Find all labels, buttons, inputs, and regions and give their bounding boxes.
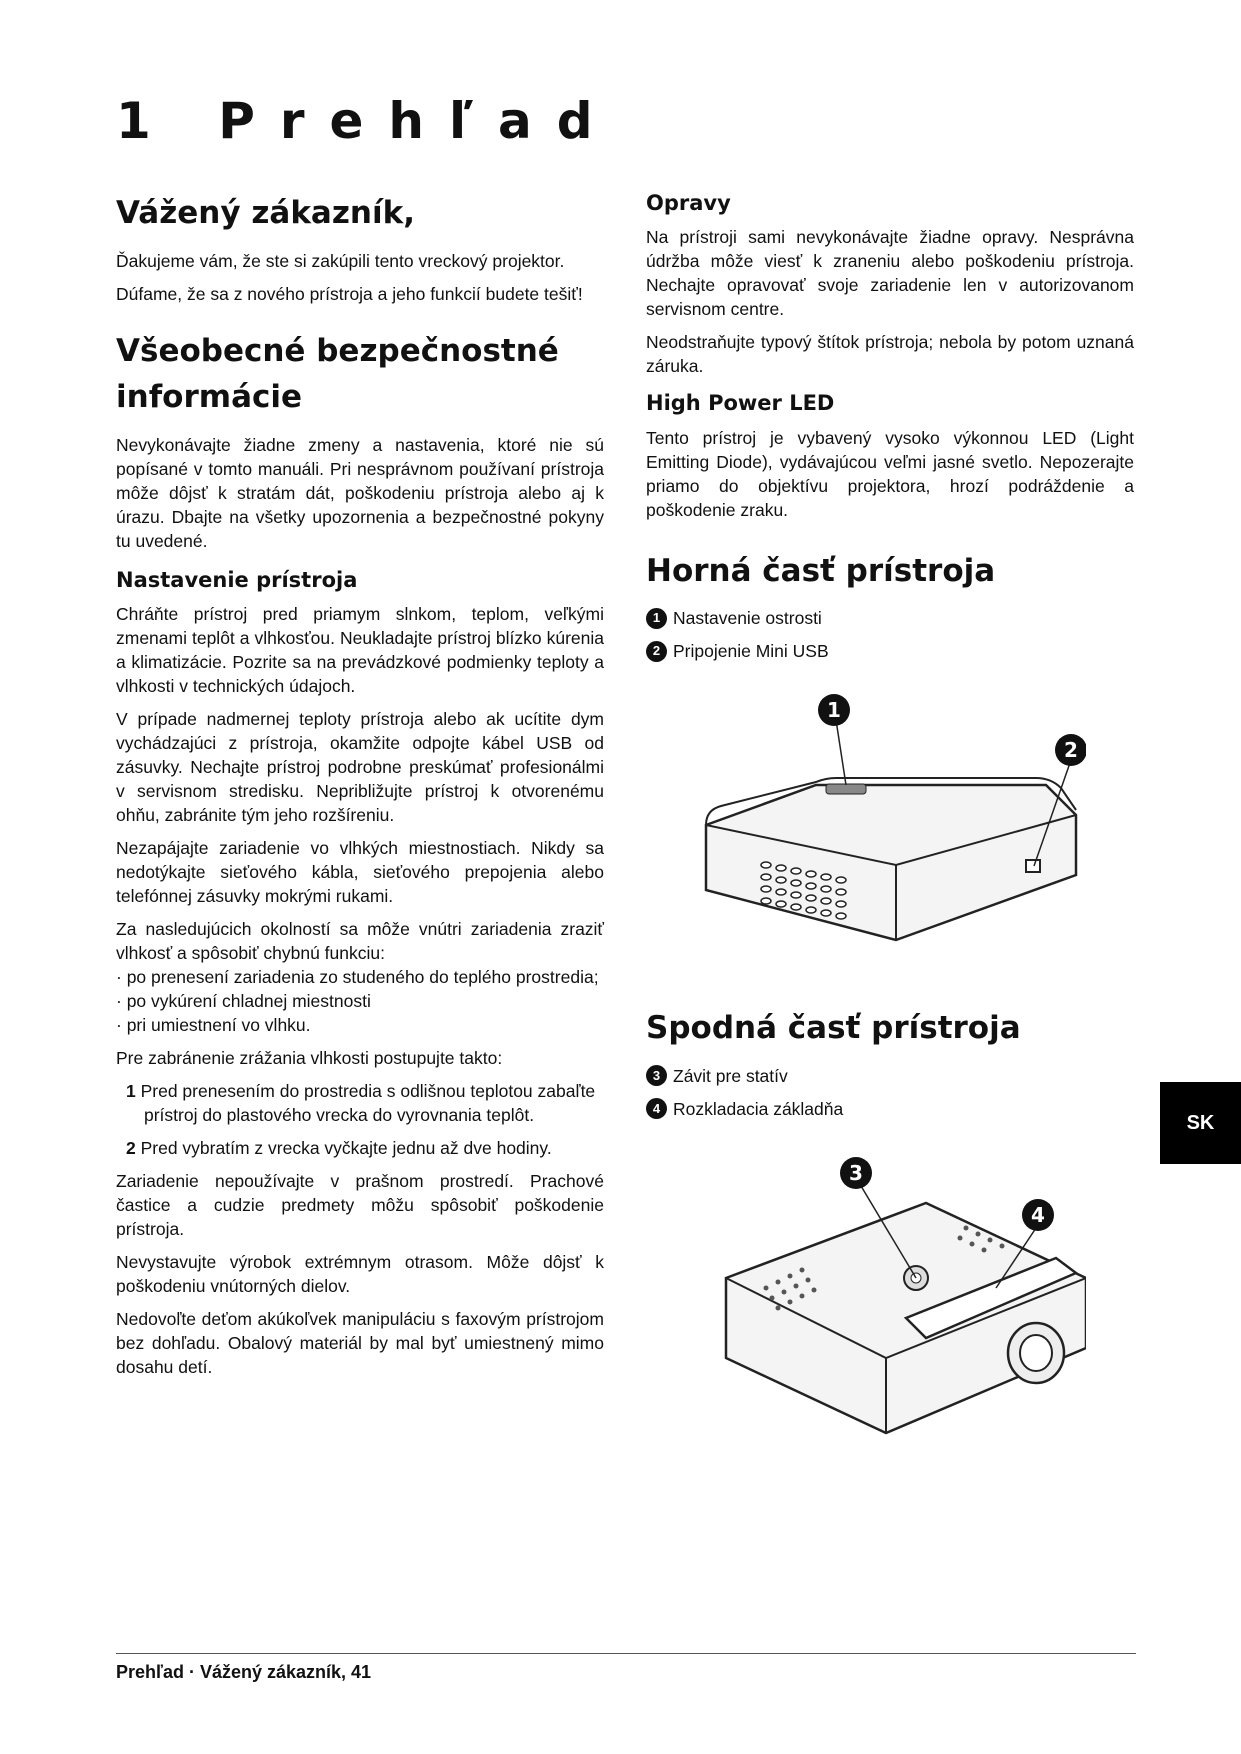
left-column bbox=[116, 190, 604, 1388]
step-number: 1 bbox=[126, 1080, 136, 1101]
heading-safety: Všeobecné bezpečnostné informácie bbox=[116, 332, 559, 415]
footer-divider bbox=[116, 1653, 1136, 1654]
step-2 bbox=[116, 1136, 604, 1160]
paragraph-repairs-2: Neodstraňujte typový štítok prístroja; nebola by potom uznaná záruka. bbox=[646, 332, 1134, 377]
step-1 bbox=[116, 1079, 604, 1127]
bottom-item-label: Rozkladacia základňa bbox=[673, 1098, 844, 1119]
heading-dear-customer: Vážený zákazník, bbox=[116, 195, 415, 231]
step-number: 2 bbox=[126, 1137, 136, 1158]
paragraph-setup-2: V prípade nadmernej teploty prístroja alebo ak ucítite dym vychádzajúci z prístroja, okamžite odpojte kábel USB od zásuvky. Nechajte prístroj podrobne preskúmať profesionálmi v servisnom stredisku. Nepribližujte prístroj k otvorenému ohňu, zabránite tým jeho rozšíreniu. bbox=[116, 708, 604, 825]
step-text: Pred vybratím z vrecka vyčkajte jednu až dve hodiny. bbox=[140, 1137, 552, 1158]
paragraph-repairs-1: Na prístroji sami nevykonávajte žiadne opravy. Nesprávna údržba môže viesť k zraneniu alebo poškodeniu prístroja. Nechajte opravovať svoje zariadenie len v autorizovanom servisnom centre. bbox=[646, 227, 1134, 320]
number-marker: 2 bbox=[646, 641, 667, 662]
heading-led: High Power LED bbox=[646, 391, 835, 416]
paragraph-thanks: Ďakujeme vám, že ste si zakúpili tento vreckový projektor. bbox=[116, 250, 565, 271]
number-marker: 4 bbox=[646, 1098, 667, 1119]
paragraph-setup-1: Chráňte prístroj pred priamym slnkom, teplom, veľkými zmenami teplôt a vlhkosťou. Neukladajte prístroj blízko kúrenia a klimatizácie. Pozrite sa na prevádzkové podmienky teploty a vlhkosti v technických údajoch. bbox=[116, 603, 604, 696]
top-item-label: Pripojenie Mini USB bbox=[673, 641, 829, 662]
paragraph-setup-3: Nezapájajte zariadenie vo vlhkých miestnostiach. Nikdy sa nedotýkajte sieťového kábla, sieťového prepojenia alebo telefónnej zásuvky mokrými rukami. bbox=[116, 837, 604, 906]
page-title: 1 Prehľad bbox=[116, 92, 618, 150]
callout-3: 3 bbox=[849, 1160, 863, 1185]
bottom-item-4 bbox=[646, 1097, 1134, 1121]
paragraph-prevent: Pre zabránenie zrážania vlhkosti postupujte takto: bbox=[116, 1047, 503, 1068]
language-tab: SK bbox=[1160, 1082, 1241, 1164]
paragraph-setup-4: Za nasledujúcich okolností sa môže vnútri zariadenia zraziť vlhkosť a spôsobiť chybnú funkciu: bbox=[116, 918, 604, 963]
callout-4: 4 bbox=[1031, 1202, 1045, 1227]
heading-repairs: Opravy bbox=[646, 191, 731, 215]
heading-top-part: Horná časť prístroja bbox=[646, 552, 996, 589]
bullet-item: · po vykúrení chladnej miestnosti bbox=[116, 990, 371, 1011]
paragraph-shock: Nevystavujte výrobok extrémnym otrasom. Môže dôjsť k poškodeniu vnútorných dielov. bbox=[116, 1251, 604, 1296]
top-item-label: Nastavenie ostrosti bbox=[673, 608, 822, 629]
right-column bbox=[646, 190, 1134, 1473]
top-item-2 bbox=[646, 639, 1134, 663]
number-marker: 3 bbox=[646, 1065, 667, 1086]
paragraph-safety: Nevykonávajte žiadne zmeny a nastavenia, ktoré nie sú popísané v tomto manuáli. Pri nesprávnom používaní prístroja môže dôjsť k stratám dát, poškodeniu prístroja alebo aj k úrazu. Dbajte na všetky upozornenia a bezpečnostné pokyny tu uvedené. bbox=[116, 434, 604, 551]
paragraph-led: Tento prístroj je vybavený vysoko výkonnou LED (Light Emitting Diode), vydávajúcou veľmi jasné svetlo. Nepozerajte priamo do objektívu projektora, hrozí podráždenie a poškodenie zraku. bbox=[646, 427, 1134, 520]
bullet-item: · po prenesení zariadenia zo studeného do teplého prostredia; bbox=[116, 966, 599, 987]
bottom-item-label: Závit pre statív bbox=[673, 1065, 788, 1086]
projector-bottom-illustration bbox=[666, 1148, 1086, 1448]
paragraph-hope: Dúfame, že sa z nového prístroja a jeho funkcií budete tešiť! bbox=[116, 283, 583, 304]
page-footer: Prehľad · Vážený zákazník, 41 bbox=[116, 1662, 372, 1682]
callout-2: 2 bbox=[1064, 738, 1078, 763]
heading-bottom-part: Spodná časť prístroja bbox=[646, 1010, 1021, 1047]
top-item-1 bbox=[646, 606, 1134, 630]
bullet-item: · pri umiestnení vo vlhku. bbox=[116, 1014, 311, 1035]
number-marker: 1 bbox=[646, 608, 667, 629]
heading-setup: Nastavenie prístroja bbox=[116, 567, 358, 592]
step-text: Pred prenesením do prostredia s odlišnou teplotou zabaľte prístroj do plastového vrecka do vyrovnania teplôt. bbox=[140, 1080, 596, 1125]
callout-1: 1 bbox=[827, 698, 841, 723]
bottom-item-3 bbox=[646, 1064, 1134, 1088]
paragraph-dust: Zariadenie nepoužívajte v prašnom prostredí. Prachové častice a cudzie predmety môžu spôsobiť poškodenie prístroja. bbox=[116, 1170, 604, 1239]
projector-top-illustration bbox=[666, 690, 1086, 970]
paragraph-children: Nedovoľte deťom akúkoľvek manipuláciu s faxovým prístrojom bez dohľadu. Obalový materiál by mal byť umiestnený mimo dosahu detí. bbox=[116, 1308, 604, 1377]
